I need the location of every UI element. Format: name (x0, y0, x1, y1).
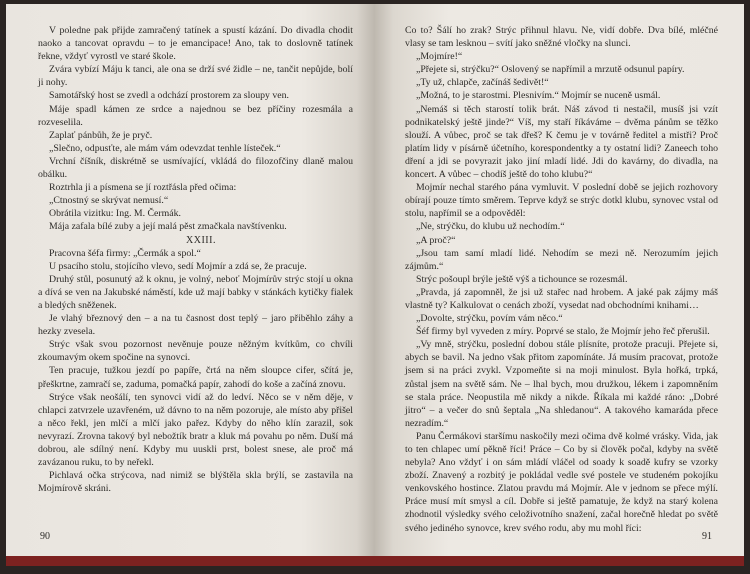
left-page (6, 4, 375, 566)
left-page-text (38, 24, 353, 495)
paragraph: Máje spadl kámen ze srdce a najednou se bez příčiny rozesmála a rozveselila. (38, 103, 353, 128)
paragraph: Šéf firmy byl vyveden z míry. Poprvé se stalo, že Mojmír jeho řeč přerušil. (416, 326, 710, 338)
paragraph: Pracovna šéfa firmy: „Čermák a spol.“ (49, 247, 201, 259)
paragraph: Strýc však svou pozornost nevěnuje pouze něžným kvítkům, co chvíli zkoumavým okem spočine na synovci. (38, 339, 353, 364)
paragraph: „Ty už, chlapče, začínáš šedivět!“ (416, 77, 549, 89)
paragraph: Obrátila vizitku: Ing. M. Čermák. (49, 208, 181, 220)
paragraph: „Nemáš si těch starostí tolik brát. Náš závod ti nestačil, musíš jsi vzít podnikatelský ještě jinde?“ Víš, my staří říkáváme – dvěma pánům se těžko slouží. A vůbec, proč se tak dřeš? K čemu je v továrně ředitel a mistři? Proč platím lidy v písárně účetního, korespondentky a ty ostatní lidi? Zaneech toho dření a jdi se povyrazit jako jiní mladí lidé. Jdi do kavárny, do divadla, na koncert. A vůbec – chodíš ještě do toho klubu?“ (405, 103, 718, 181)
paragraph: U psacího stolu, stojícího vlevo, sedí Mojmír a zdá se, že pracuje. (49, 260, 307, 272)
paragraph: Vrchní číšník, diskrétně se usmívající, vkládá do filozofčiny dlaně malou obálku. (38, 155, 353, 181)
paragraph: Pichlavá očka strýcova, nad nimiž se blýštěla skla brýlí, se zastavila na Mojmírově skráni. (38, 470, 353, 495)
paragraph: „Přejete si, strýčku?“ Oslovený se napřímil a mrzutě odsunul papíry. (416, 64, 685, 76)
paragraph: „Ne, strýčku, do klubu už nechodím.“ (416, 221, 565, 233)
paragraph: Co to? Šálí ho zrak? Strýc přihnul hlavu. Ne, vidí dobře. Dva bílé, mléčné vlasy se tam lesknou – svítí jako sněžné vločky na slunci. (405, 25, 718, 50)
paragraph: Samotářský host se zvedl a odchází prostorem za sloupy ven. (49, 90, 289, 102)
paragraph: Druhý stůl, posunutý až k oknu, je volný, neboť Mojmírův strýc stojí u okna a dívá se ven na Jakubské náměstí, kde už mají babky v stánkách kytičky fialek a bledých sněženek. (38, 273, 353, 311)
paragraph: „Mojmíre!“ (416, 51, 463, 63)
book-spread (6, 4, 744, 566)
paragraph: „Slečno, odpusťte, ale mám vám odevzdat tenhle lísteček.“ (49, 142, 281, 154)
paragraph: „Dovolte, strýčku, povím vám něco.“ (416, 313, 563, 325)
page-edge (6, 556, 375, 566)
page-number: 91 (702, 531, 712, 542)
paragraph: V poledne pak přijde zamračený tatínek a spustí kázání. Do divadla chodit naoko a tancovat opravdu – to je emancipace! Ano, tak to doslovně tatínek řekne, vždyť vyrostl ve staré škole. (38, 25, 353, 63)
paragraph: „Jsou tam samí mladí lidé. Nehodím se mezi ně. Nerozumím jejich zájmům.“ (405, 247, 718, 272)
paragraph: Zaplať pánbůh, že je pryč. (49, 129, 153, 141)
paragraph: „A proč?“ (416, 234, 456, 246)
paragraph: „Ctnostný se skrývat nemusí.“ (49, 195, 169, 207)
right-page (375, 4, 744, 566)
paragraph: „Pravda, já zapomněl, že jsi už stařec nad hrobem. A jaké pak zájmy máš vlastně ty? Kalkulovat o cenách zboží, vysedat nad obchodními knihami… (405, 286, 718, 311)
paragraph: Zvára vybízí Máju k tanci, ale ona se drží své židle – ne, tančit nepůjde, bolí ji nohy. (38, 64, 353, 89)
right-page-text (405, 24, 718, 535)
paragraph: Ten pracuje, tužkou jezdí po papíře, črtá na něm sloupce cifer, sčítá je, přeškrtne, zamračí se, zaduma, pomačká papír, zahodí do koše a začíná znovu. (38, 365, 353, 390)
paragraph: Strýce však neošálí, ten synovci vidí až do ledví. Něco se v něm děje, v chlapci zatvrzele uzavřeném, už dávno to na něm pozoruje, ale místo aby přišel a něco řekl, jen mlčí a mlčí jako pařez. Kdyby do něho klín zarazil, sok nevyrazí. Zrovna takový byl nebožtík bratr a kluk má povahu po něm. Duší má dobrou, ale sdílný není. Kdyby mu uuskli prst, bolest snese, ale proč má zavázanou ruku, to by neřekl. (38, 391, 353, 469)
paragraph: Je vlahý březnový den – a na tu časnost dost teplý – jaro přiběhlo záhy a hezky zvesela. (38, 313, 353, 338)
paragraph: Roztrhla ji a písmena se jí roztřásla před očima: (49, 182, 237, 194)
paragraph: Strýc pošoupl brýle ještě výš a tichounce se rozesmál. (416, 273, 628, 285)
paragraph: „Vy mně, strýčku, poslední dobou stále plísníte, protože pracuji. Přejete si, abych se bavil. Na jedno však přitom zapomínáte. Já musím pracovat, protože jsem si na práci zvykl. Vzpomeňte si na moji minulost. Byla hořká, trpká, zůstal jsem na světě sám. Ne – lhal bych, mou družkou, lékem i zapomněním se stala práce. Neopustila mě nikdy a nikde. Říkala mi každé ráno: „Dobré jitro“ – a večer do snů šeptala „Na shledanou“. A takového kamaráda přece nezradím.“ (405, 339, 718, 429)
paragraph: Mája zafala bílé zuby a její malá pěst zmačkala navštívenku. (49, 221, 287, 233)
chapter-heading: XXIII. (186, 234, 216, 246)
paragraph: „Možná, to je starostmi. Plesnivím.“ Mojmír se nuceně usmál. (416, 90, 661, 102)
paragraph: Mojmír nechal starého pána vymluvit. V poslední době se jejich rozhovory obírají pouze tímto směrem. Teprve když se strýc dotkl klubu, synovec vstal od stolu, napřímil se a odpověděl: (405, 182, 718, 220)
page-number: 90 (40, 531, 50, 542)
page-edge (375, 556, 744, 566)
paragraph: Panu Čermákovi staršímu naskočily mezi očima dvě kolmé vrásky. Vida, jak to ten chlapec umí pěkně říci! Práce – Co by si člověk počal, kdyby na světě nebyla? Ano vždyť i on sám mládí vláčel od soady k soadě kufry se vzorky zboží. Znavený a rozbitý je pokládal vedle své postele ve studeném pokojíku venkovského hostince. Zlatou pravdu má Mojmír. Ale v jednom se přece mýlí. Práce musí mít smysl a cíl. Dobře si ještě pamatuje, že když na starý kolena zhodnotil výsledky svého celoživotního snažení, začal horečně hledat po světě svého jediného synovce, krev svého rodu, aby mu mohl říci: (405, 430, 718, 534)
